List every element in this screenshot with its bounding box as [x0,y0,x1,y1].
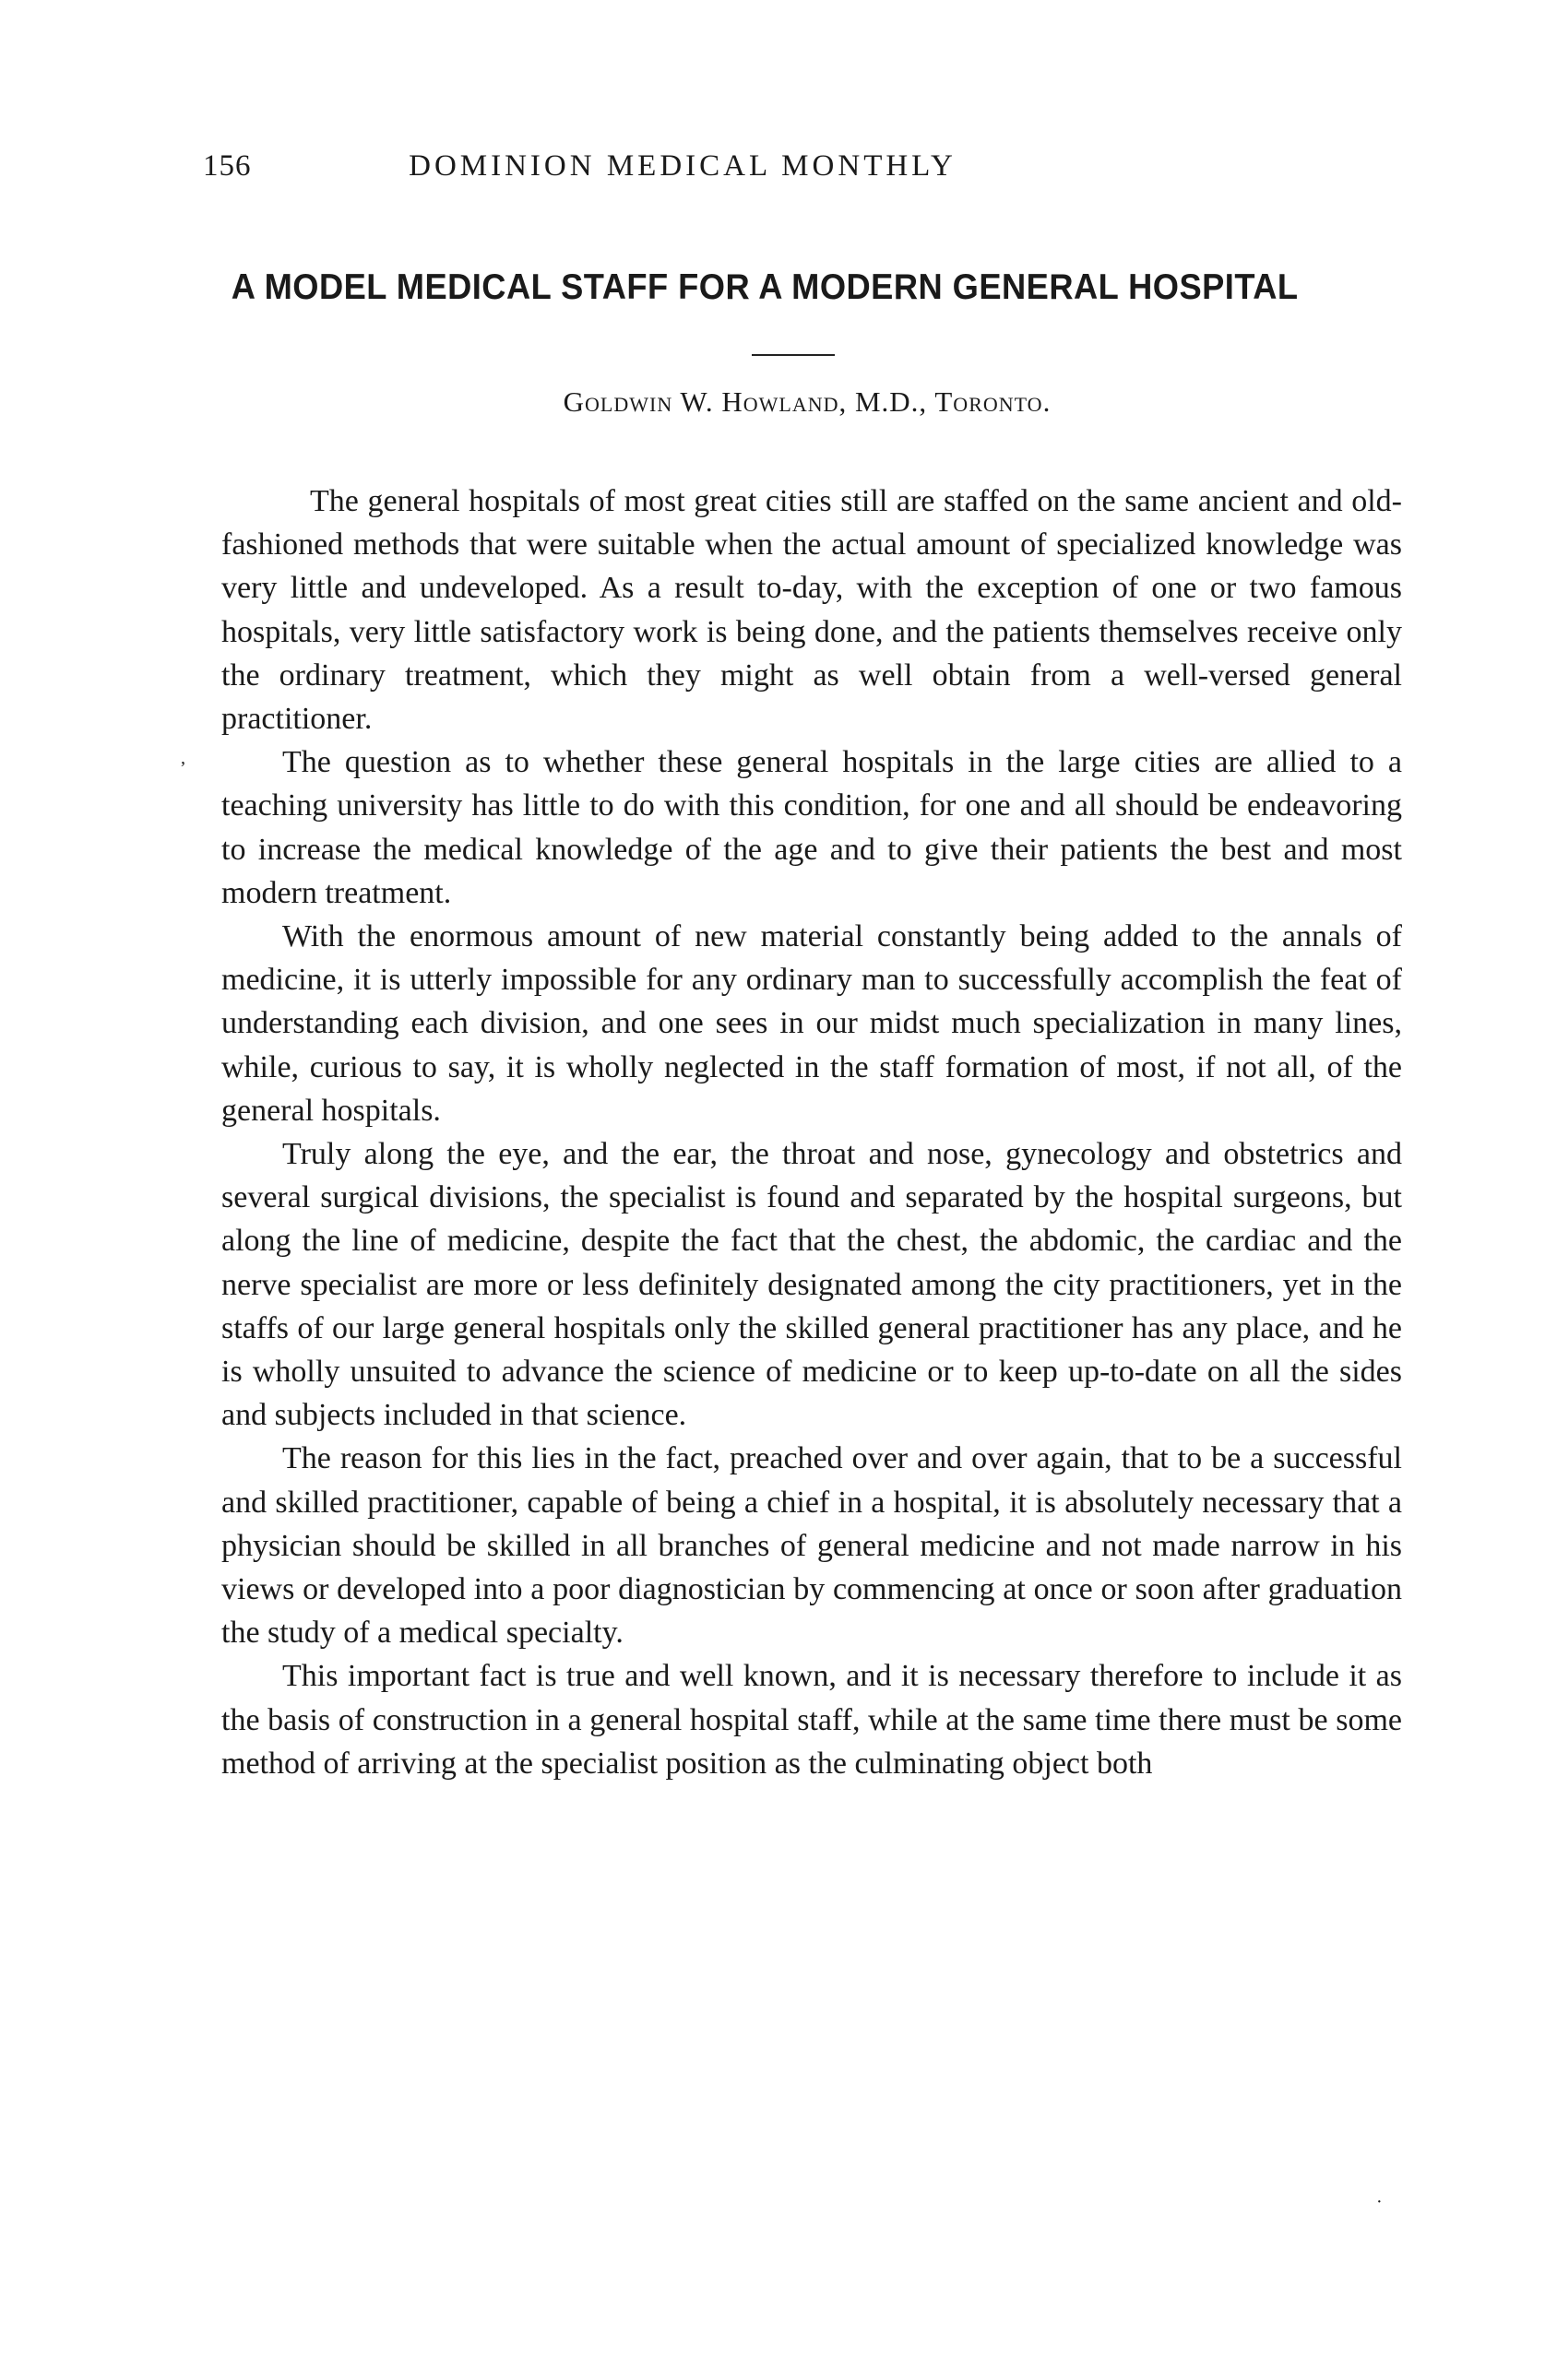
paragraph: The reason for this lies in the fact, preached over and over again, that to be a successful and skilled practitioner, capable of being a chief in a hospital, it is absolutely necessary that a physician should be skilled in all branches of general medicine and not made narrow in his views or developed into a poor diagnostician by commencing at once or soon after graduation the study of a medical specialty. [221,1441,1402,1651]
journal-title: DOMINION MEDICAL MONTHLY [409,149,957,183]
margin-speck: · [1376,2192,1383,2212]
paragraph: This important fact is true and well known, and it is necessary therefore to include it as the basis of construction in a general hospital staff, while at the same time there must be some method of arriving at the specialist position as the culminating object both [221,1659,1402,1781]
running-head [203,149,1162,195]
paragraph: The general hospitals of most great cities still are staffed on the same ancient and old-fashioned methods that were suitable when the actual amount of specialized knowledge was very little and undeveloped. As a result to-day, with the exception of one or two famous hospitals, very little satisfactory work is being done, and the patients themselves receive only the ordinary treatment, which they might as well obtain from a well-versed general practitioner. [221,484,1402,737]
article-title: A MODEL MEDICAL STAFF FOR A MODERN GENERAL HOSPITAL [231,267,1299,307]
author-byline: Goldwin W. Howland, M.D., Toronto. [563,385,1052,418]
page-number: 156 [203,149,252,183]
title-divider [752,354,835,356]
margin-speck: , [181,748,185,768]
paragraph: Truly along the eye, and the ear, the throat and nose, gynecology and obstetrics and several surgical divisions, the specialist is found and separated by the hospital surgeons, but along the line of medicine, despite the fact that the chest, the abdomic, the cardiac and the nerve specialist are more or less definitely designated among the city practitioners, yet in the staffs of our large general hospitals only the skilled general practitioner has any place, and he is wholly unsuited to advance the science of medicine or to keep up-to-date on all the sides and subjects included in that science. [221,1137,1402,1433]
article-body [221,480,1402,1785]
paragraph: The question as to whether these general hospitals in the large cities are allied to a teaching university has little to do with this condition, for one and all should be endeavoring to increase the medical knowledge of the age and to give their patients the best and most modern treatment. [221,745,1402,910]
paragraph: With the enormous amount of new material constantly being added to the annals of medicine, it is utterly impossible for any ordinary man to successfully accomplish the feat of understanding each division, and one sees in our midst much specialization in many lines, while, curious to say, it is wholly neglected in the staff formation of most, if not all, of the general hospitals. [221,919,1402,1128]
